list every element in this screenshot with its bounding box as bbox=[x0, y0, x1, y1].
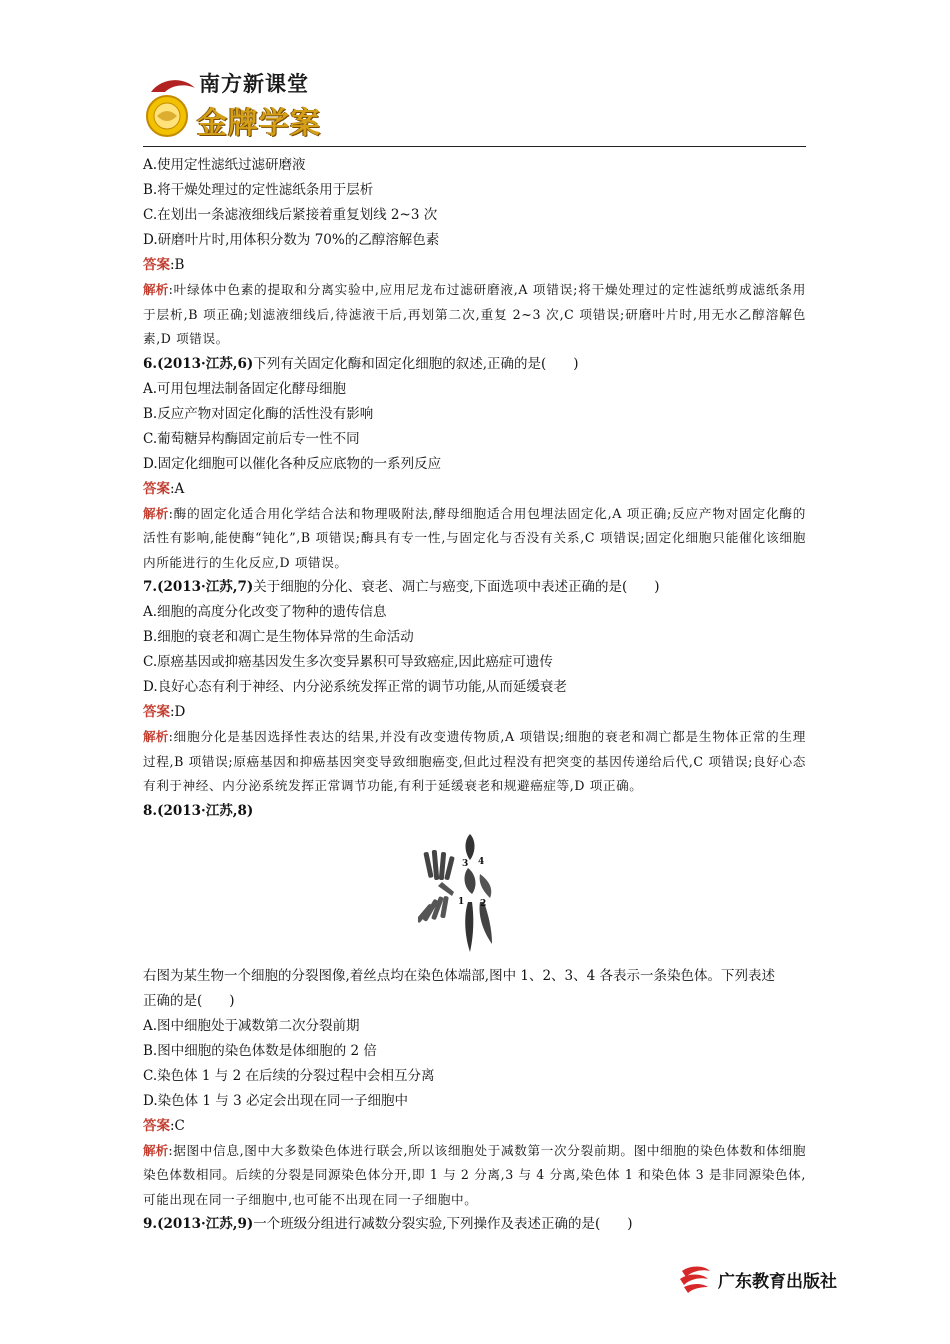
brand-top-text: 南方新课堂 bbox=[199, 72, 309, 96]
explanation-text: :细胞分化是基因选择性表达的结果,并没有改变遗传物质,A 项错误;细胞的衰老和凋亡都是生物体正常的生理过程,B 项错误;原癌基因和抑癌基因突变导致细胞癌变,但此过程没有把突变的基因传递给后代,C 项错误;良好心态有利于神经、内分泌系统发挥正常调节功能,有利于延缓衰老和规避癌症等,D 项正确。 bbox=[143, 729, 806, 793]
answer-label: 答案 bbox=[143, 1117, 170, 1134]
q7-option-c: C.原癌基因或抑癌基因发生多次变异累积可导致癌症,因此癌症可遗传 bbox=[143, 654, 553, 670]
brand-logo-icon bbox=[143, 78, 201, 140]
q6-option-a: A.可用包埋法制备固定化酵母细胞 bbox=[143, 380, 347, 397]
page-footer bbox=[678, 1263, 868, 1295]
question-text: 下列有关固定化酶和固定化细胞的叙述,正确的是( ) bbox=[253, 355, 579, 372]
header-divider bbox=[143, 146, 806, 147]
q7-stem bbox=[143, 575, 806, 600]
question-source: (2013·江苏,7) bbox=[157, 579, 254, 595]
q7-explanation bbox=[143, 725, 806, 799]
explanation-text: :酶的固定化适合用化学结合法和物理吸附法,酵母细胞适合用包埋法固定化,A 项正确;反应产物对固定化酶的活性有影响,能使酶“钝化”,B 项错误;酶具有专一性,与固定化与否没有关系,C 项错误;固定化细胞只能催化该细胞内所能进行的生化反应,D 项错误。 bbox=[143, 505, 806, 570]
q8-option-b: B.图中细胞的染色体数是体细胞的 2 倍 bbox=[143, 1042, 377, 1059]
q5-option-c: C.在划出一条滤液细线后紧接着重复划线 2~3 次 bbox=[143, 207, 438, 223]
q8-stem-line1: 右图为某生物一个细胞的分裂图像,着丝点均在染色体端部,图中 1、2、3、4 各表示一条染色体。下列表述 bbox=[143, 967, 776, 984]
answer-label: 答案 bbox=[143, 704, 170, 720]
explanation-label: 解析 bbox=[143, 505, 169, 521]
explanation-label: 解析 bbox=[143, 282, 169, 297]
chromosome-left-arm bbox=[438, 882, 454, 896]
q6-answer bbox=[143, 477, 806, 502]
brand-main-text: 金牌学案 bbox=[197, 106, 321, 141]
q5-option-a: A.使用定性滤纸过滤研磨液 bbox=[143, 157, 306, 173]
page-header bbox=[143, 68, 806, 148]
answer-label: 答案 bbox=[143, 257, 170, 273]
q8-stem-line2: 正确的是( ) bbox=[143, 992, 235, 1009]
chromosome-top-lower bbox=[465, 868, 476, 894]
q6-option-d: D.固定化细胞可以催化各种反应底物的一系列反应 bbox=[143, 455, 442, 472]
page-content bbox=[143, 153, 806, 1237]
chromosome-figure bbox=[143, 824, 806, 964]
q8-option-a: A.图中细胞处于减数第二次分裂前期 bbox=[143, 1017, 360, 1034]
question-text: 关于细胞的分化、衰老、凋亡与癌变,下面选项中表述正确的是( ) bbox=[253, 579, 660, 595]
question-number: 9. bbox=[143, 1216, 158, 1232]
figure-label-3: 3 bbox=[462, 858, 469, 869]
q5-explanation bbox=[143, 278, 806, 352]
figure-label-2: 2 bbox=[480, 898, 487, 909]
question-source: (2013·江苏,6) bbox=[157, 355, 254, 372]
q7-option-d: D.良好心态有利于神经、内分泌系统发挥正常的调节功能,从而延缓衰老 bbox=[143, 679, 567, 695]
figure-label-4: 4 bbox=[478, 856, 485, 867]
q6-stem bbox=[143, 352, 806, 377]
q6-option-c: C.葡萄糖异构酶固定前后专一性不同 bbox=[143, 430, 360, 447]
q6-option-b: B.反应产物对固定化酶的活性没有影响 bbox=[143, 405, 374, 422]
chromosome-left-fan bbox=[423, 849, 454, 880]
chromosome-1 bbox=[465, 902, 473, 952]
q6-explanation bbox=[143, 502, 806, 576]
publisher-name: 广东教育出版社 bbox=[718, 1272, 837, 1292]
chromosome-top bbox=[466, 834, 475, 860]
q7-answer bbox=[143, 700, 806, 725]
question-source: (2013·江苏,8) bbox=[157, 802, 254, 819]
question-number: 8. bbox=[143, 802, 158, 819]
chromosome-diagram bbox=[418, 830, 538, 958]
explanation-label: 解析 bbox=[143, 729, 169, 744]
q5-answer bbox=[143, 253, 806, 278]
q8-stem-header bbox=[143, 799, 806, 824]
answer-value: :B bbox=[170, 257, 185, 273]
question-text: 一个班级分组进行减数分裂实验,下列操作及表述正确的是( ) bbox=[253, 1216, 633, 1232]
q7-option-b: B.细胞的衰老和凋亡是生物体异常的生命活动 bbox=[143, 629, 414, 645]
question-number: 6. bbox=[143, 355, 158, 372]
explanation-text: :叶绿体中色素的提取和分离实验中,应用尼龙布过滤研磨液,A 项错误;将干燥处理过的定性滤纸剪成滤纸条用于层析,B 项正确;划滤液细线后,待滤液干后,再划第二次,重复 2~3 次,C 项错误;研磨叶片时,用无水乙醇溶解色素,D 项错误。 bbox=[143, 282, 806, 346]
figure-label-1: 1 bbox=[458, 896, 465, 907]
question-source: (2013·江苏,9) bbox=[157, 1216, 254, 1232]
publisher-logo-icon bbox=[678, 1263, 712, 1293]
q5-option-b: B.将干燥处理过的定性滤纸条用于层析 bbox=[143, 182, 374, 198]
q8-answer bbox=[143, 1114, 806, 1139]
answer-label: 答案 bbox=[143, 480, 170, 497]
answer-value: :D bbox=[170, 704, 186, 720]
q8-explanation bbox=[143, 1139, 806, 1213]
explanation-text: :据图中信息,图中大多数染色体进行联会,所以该细胞处于减数第一次分裂前期。图中细胞的染色体数和体细胞染色体数相同。后续的分裂是同源染色体分开,即 1 与 2 分离,3 与 4 分离,染色体 1 和染色体 3 是非同源染色体,可能出现在同一子细胞中,也可能不出现在同一子细胞中。 bbox=[143, 1142, 807, 1207]
explanation-label: 解析 bbox=[143, 1142, 169, 1158]
chromosome-right-upper bbox=[480, 874, 492, 898]
q8-option-c: C.染色体 1 与 2 在后续的分裂过程中会相互分离 bbox=[143, 1067, 435, 1084]
q7-option-a: A.细胞的高度分化改变了物种的遗传信息 bbox=[143, 604, 387, 620]
question-number: 7. bbox=[143, 579, 158, 595]
answer-value: :C bbox=[170, 1117, 185, 1134]
chromosome-bottom-fan bbox=[418, 895, 449, 923]
q8-option-d: D.染色体 1 与 3 必定会出现在同一子细胞中 bbox=[143, 1092, 408, 1109]
q5-option-d: D.研磨叶片时,用体积分数为 70%的乙醇溶解色素 bbox=[143, 232, 440, 248]
answer-value: :A bbox=[170, 480, 185, 497]
q9-stem bbox=[143, 1212, 806, 1237]
